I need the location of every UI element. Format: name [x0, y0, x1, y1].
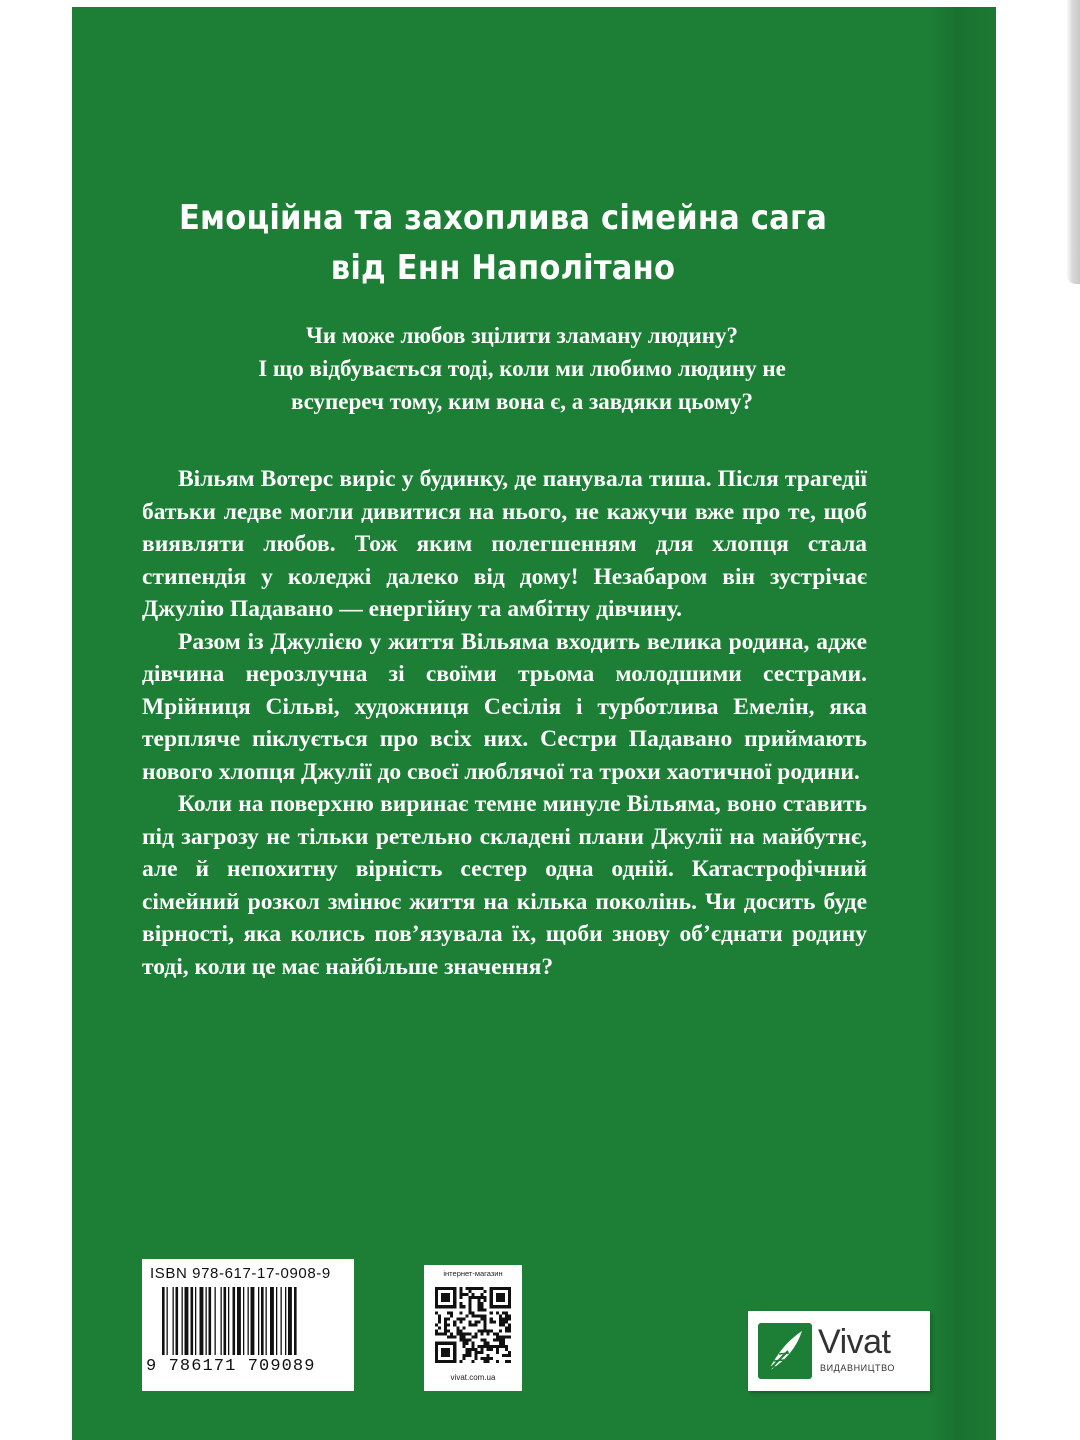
barcode-number: 9 786171 709089	[146, 1357, 316, 1376]
question-line: всупереч тому, ким вона є, а завдяки цьому?	[290, 389, 754, 414]
tagline-questions	[222, 319, 822, 418]
book-back-cover	[72, 7, 996, 1440]
qr-bottom-label: vivat.com.ua	[450, 1373, 496, 1382]
blurb-text	[142, 463, 867, 983]
publisher-subtitle: ВИДАВНИЦТВО	[820, 1363, 896, 1373]
question-line: Чи може любов зцілити зламану людину?	[305, 323, 739, 348]
headline-line: від Енн Наполітано	[330, 248, 676, 288]
blurb-paragraph: Разом із Джулією у життя Вільяма входить велика родина, адже дівчина нерозлучна зі своїми трьома молодшими сестрами. Мрійниця Сільві, художниця Сесілія і турботлива Емелін, яка терпляче піклується про всіх них. Сестри Падавано приймають нового хлопця Джулії до своєї люблячої та трохи хаотичної родини.	[142, 628, 867, 785]
isbn-label: ISBN 978-617-17-0908-9	[150, 1265, 331, 1282]
qr-top-label: інтернет-магазин	[443, 1269, 503, 1278]
scrollbar-indicator[interactable]	[1066, 0, 1080, 284]
cover-headline	[72, 193, 934, 293]
publisher-logo	[748, 1311, 930, 1391]
barcode-bars	[162, 1287, 342, 1357]
qr-code-icon	[435, 1287, 511, 1363]
blurb-paragraph: Коли на поверхню виринає темне минуле Вільяма, воно ставить під загрозу не тільки ретельно складені плани Джулії на майбутнє, але й непохитну вірність сестер одна одній. Катастрофічний сімейний розкол змінює життя на кілька поколінь. Чи досить буде вірності, яка колись пов’язувала їх, щоби знову об’єднати родину тоді, коли це має найбільше значення?	[142, 791, 867, 980]
question-line: І що відбувається тоді, коли ми любимо людину не	[258, 356, 786, 381]
isbn-barcode	[142, 1259, 354, 1391]
qr-code-block[interactable]	[424, 1265, 522, 1391]
feather-icon	[758, 1323, 812, 1379]
publisher-name: Vivat	[818, 1323, 891, 1361]
spine-shadow	[930, 7, 996, 1440]
headline-line: Емоційна та захоплива сімейна сага	[178, 198, 828, 238]
blurb-paragraph: Вільям Вотерс виріс у будинку, де панувала тиша. Після трагедії батьки ледве могли дивитися на нього, не кажучи вже про те, щоб виявляти любов. Тож яким полегшенням для хлопця стала стипендія у коледжі далеко від дому! Незабаром він зустрічає Джулію Падавано — енергійну та амбітну дівчину.	[142, 466, 867, 622]
